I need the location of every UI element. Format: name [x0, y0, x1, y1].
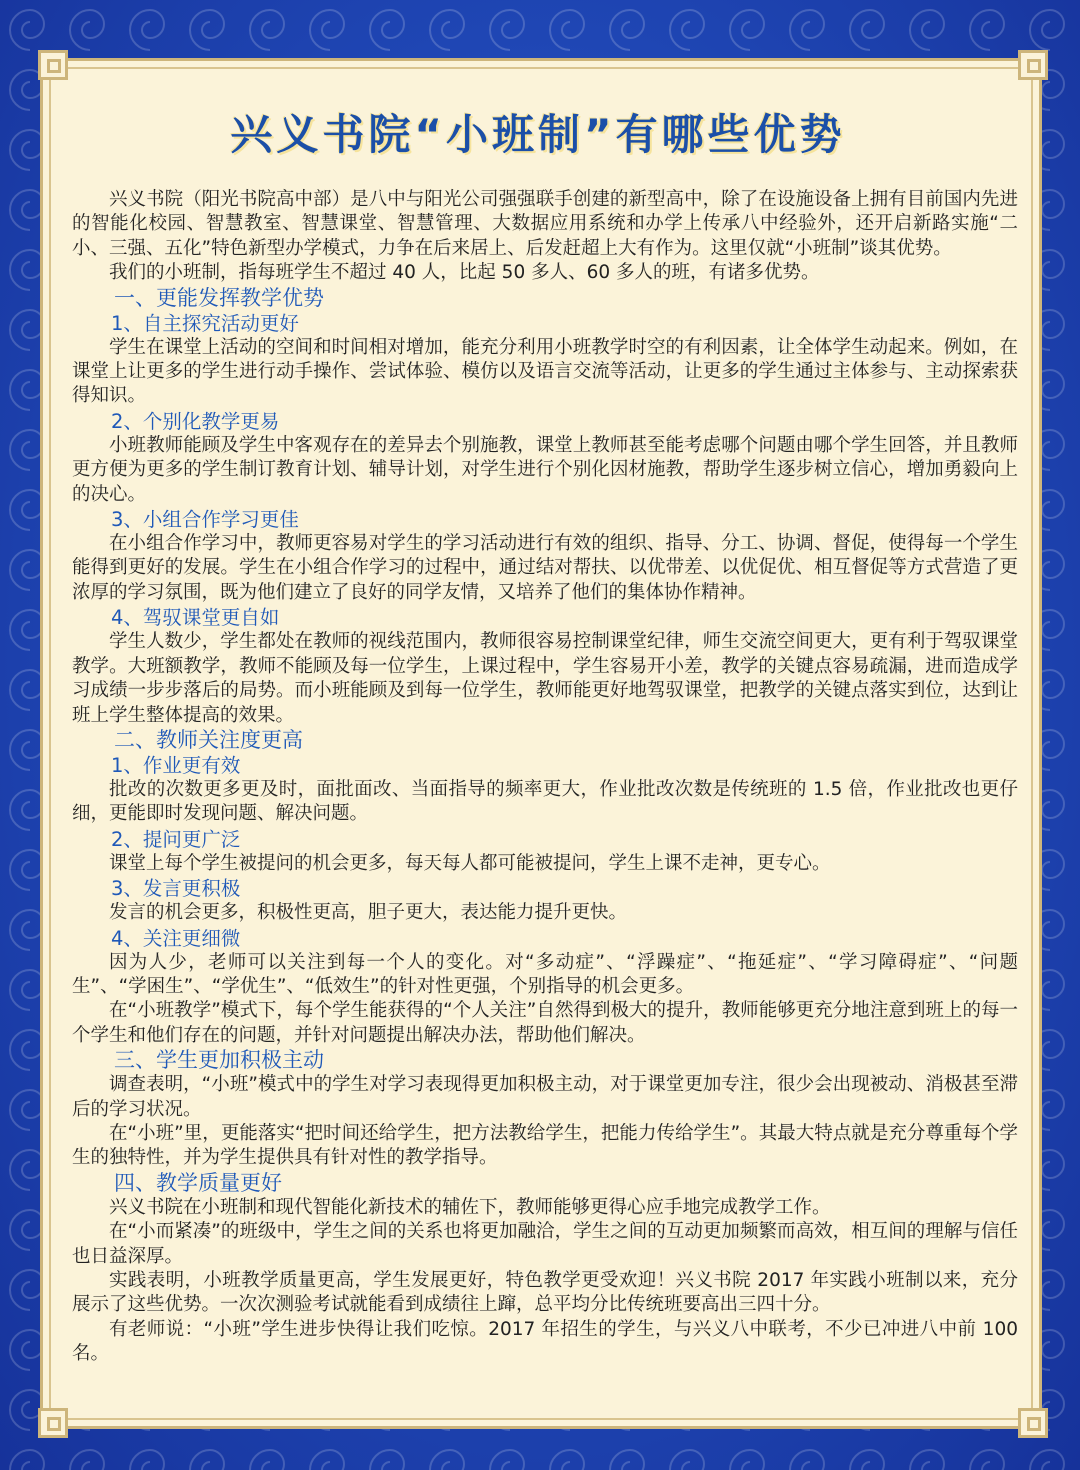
paragraph: 在“小班教学”模式下，每个学生能获得的“个人关注”自然得到极大的提升，教师能够更充分地注意到班上的每一个学生和他们存在的问题，并针对问题提出解决办法，帮助他们解决。 [72, 1000, 1018, 1046]
paragraph: 调查表明，“小班”模式中的学生对学习表现得更加积极主动，对于课堂更加专注，很少会出现被动、消极甚至滞后的学习状况。 [72, 1074, 1018, 1120]
section-heading: 四、教学质量更好 [114, 1170, 282, 1195]
corner-ornament [38, 1408, 68, 1438]
subsection-heading: 3、小组合作学习更佳 [111, 508, 299, 532]
paragraph: 批改的次数更多更及时，面批面改、当面指导的频率更大，作业批改次数是传统班的 1.5 倍，作业批改也更仔细，更能即时发现问题、解决问题。 [72, 778, 1018, 825]
article-body [72, 188, 1018, 1367]
corner-ornament [38, 50, 68, 80]
corner-ornament [1018, 1408, 1048, 1438]
paragraph: 课堂上每个学生被提问的机会更多，每天每人都可能被提问，学生上课不走神，更专心。 [109, 852, 831, 874]
paragraph: 因为人少，老师可以关注到每一个人的变化。对“多动症”、“浮躁症”、“拖延症”、“学习障碍症”、“问题生”、“学困生”、“学优生”、“低效生”的针对性更强，个别指导的机会更多。 [72, 951, 1018, 997]
subsection-heading: 2、个别化教学更易 [111, 409, 280, 433]
paragraph: 有老师说：“小班”学生进步快得让我们吃惊。2017 年招生的学生，与兴义八中联考，不少已冲进八中前 100 名。 [72, 1318, 1018, 1365]
page-title: 兴义书院“小班制”有哪些优势 [230, 110, 846, 159]
paragraph: 在“小而紧凑”的班级中，学生之间的关系也将更加融洽，学生之间的互动更加频繁而高效，相互间的理解与信任也日益深厚。 [72, 1221, 1018, 1267]
subsection-heading: 3、发言更积极 [111, 877, 241, 901]
corner-ornament [1018, 50, 1048, 80]
paragraph: 在“小班”里，更能落实“把时间还给学生，把方法教给学生，把能力传给学生”。其最大特点就是充分尊重每个学生的独特性，并为学生提供具有针对性的教学指导。 [72, 1122, 1018, 1169]
paragraph: 在小组合作学习中，教师更容易对学生的学习活动进行有效的组织、指导、分工、协调、督促，使得每一个学生能得到更好的发展。学生在小组合作学习的过程中，通过结对帮扶、以优带差、以优促优、相互督促等方式营造了更浓厚的学习氛围，既为他们建立了良好的同学友情，又培养了他们的集体协作精神。 [72, 533, 1018, 603]
paragraph: 兴义书院在小班制和现代智能化新技术的辅佐下，教师能够更得心应手地完成教学工作。 [109, 1196, 831, 1218]
paragraph: 实践表明，小班教学质量更高，学生发展更好，特色教学更受欢迎！兴义书院 2017 年实践小班制以来，充分展示了这些优势。一次次测验考试就能看到成绩往上蹿，总平均分比传统班要高出三四十分。 [72, 1270, 1018, 1316]
paragraph: 兴义书院（阳光书院高中部）是八中与阳光公司强强联手创建的新型高中，除了在设施设备上拥有目前国内先进的智能化校园、智慧教室、智慧课堂、智慧管理、大数据应用系统和办学上传承八中经验外，还开启新路实施“二小、三强、五化”特色新型办学模式，力争在后来居上、后发赶超上大有作为。这里仅就“小班制”谈其优势。 [72, 189, 1018, 259]
paragraph: 我们的小班制，指每班学生不超过 40 人，比起 50 多人、60 多人的班，有诸多优势。 [109, 262, 820, 284]
section-heading: 一、更能发挥教学优势 [114, 285, 324, 310]
subsection-heading: 1、自主探究活动更好 [111, 311, 299, 335]
paragraph: 学生人数少，学生都处在教师的视线范围内，教师很容易控制课堂纪律，师生交流空间更大，更有利于驾驭课堂教学。大班额教学，教师不能顾及每一位学生，上课过程中，学生容易开小差，教学的关键点容易疏漏，进而造成学习成绩一步步落后的局势。而小班能顾及到每一位学生，教师能更好地驾驭课堂，把教学的关键点落实到位，达到让班上学生整体提高的效果。 [72, 631, 1018, 726]
section-heading: 二、教师关注度更高 [114, 727, 303, 752]
subsection-heading: 2、提问更广泛 [111, 827, 241, 851]
paragraph: 学生在课堂上活动的空间和时间相对增加，能充分利用小班教学时空的有利因素，让全体学生动起来。例如，在课堂上让更多的学生进行动手操作、尝试体验、模仿以及语言交流等活动，让更多的学生通过主体参与、主动探索获得知识。 [72, 336, 1018, 407]
subsection-heading: 4、关注更细微 [111, 926, 241, 950]
subsection-heading: 4、驾驭课堂更自如 [111, 606, 280, 630]
subsection-heading: 1、作业更有效 [111, 753, 241, 777]
paragraph: 发言的机会更多，积极性更高，胆子更大，表达能力提升更快。 [109, 902, 628, 924]
section-heading: 三、学生更加积极主动 [114, 1048, 324, 1073]
paragraph: 小班教师能顾及学生中客观存在的差异去个别施教，课堂上教师甚至能考虑哪个问题由哪个学生回答，并且教师更方便为更多的学生制订教育计划、辅导计划，对学生进行个别化因材施教，帮助学生逐步树立信心，增加勇毅向上的决心。 [72, 434, 1018, 505]
